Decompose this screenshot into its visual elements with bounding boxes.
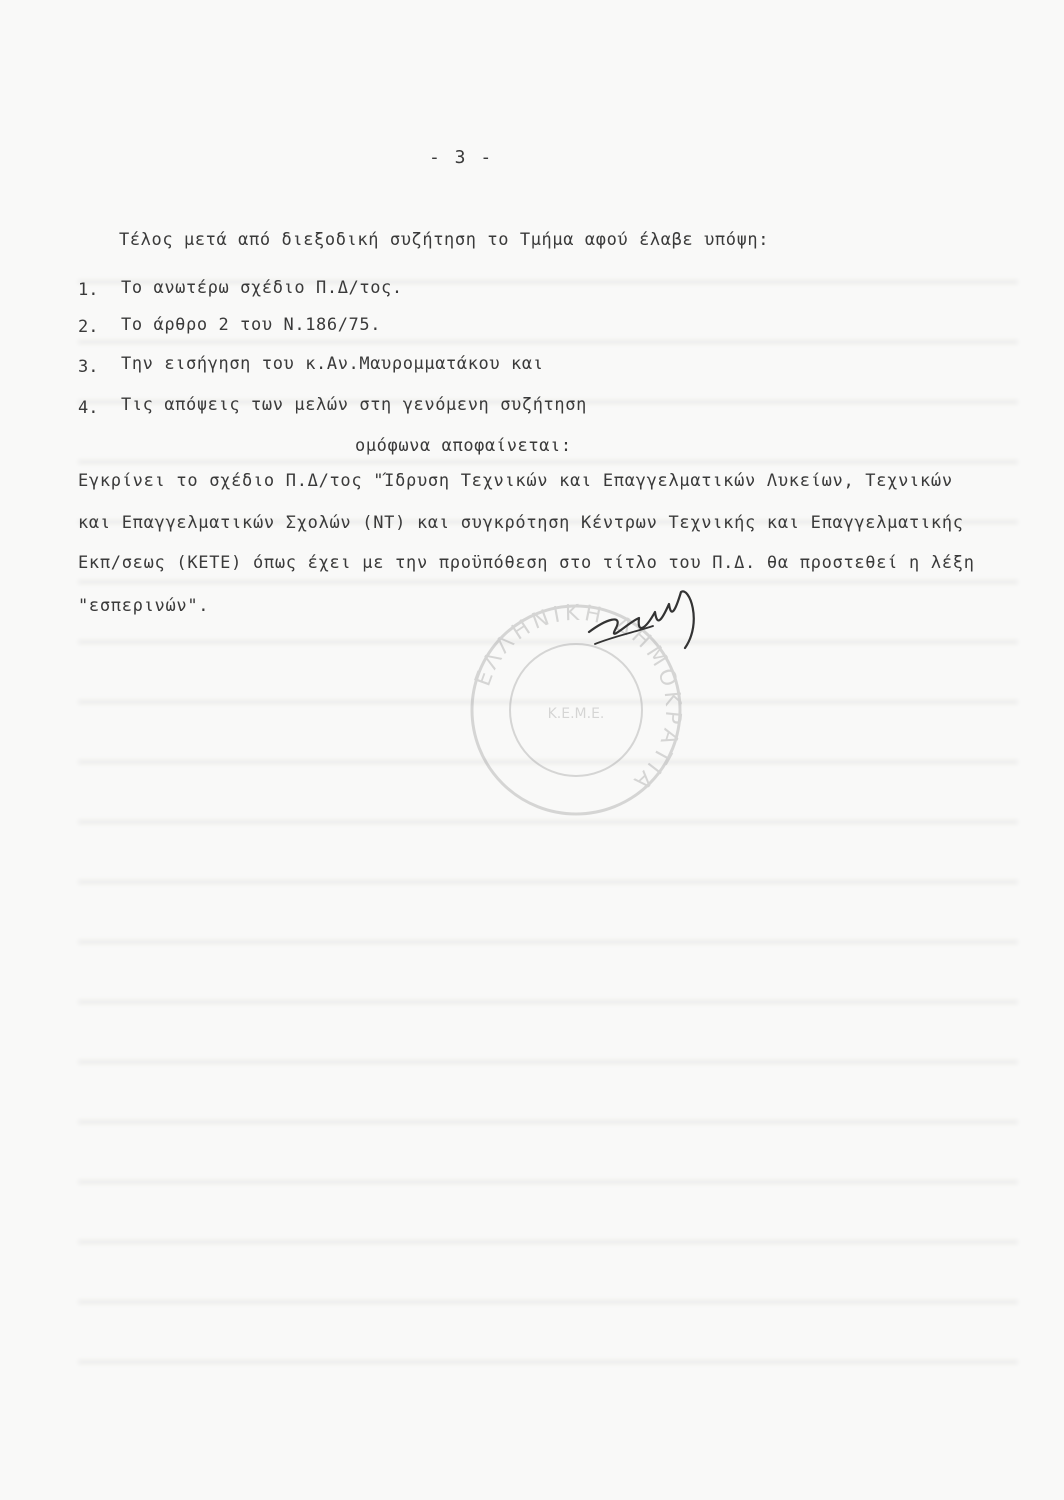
- decision-line: και Επαγγελματικών Σχολών (ΝΤ) και συγκρότηση Κέντρων Τεχνικής και Επαγγελματικής: [78, 513, 964, 533]
- intro-sentence: Τέλος μετά από διεξοδική συζήτηση το Τμήμα αφού έλαβε υπόψη:: [119, 230, 770, 250]
- page-number: - 3 -: [429, 147, 494, 168]
- item-text: Το άρθρο 2 του Ν.186/75.: [121, 315, 382, 335]
- item-number: 4.: [78, 398, 99, 418]
- resolution-heading: ομόφωνα αποφαίνεται:: [355, 436, 572, 456]
- item-text: Την εισήγηση του κ.Αν.Μαυρομματάκου και: [121, 354, 544, 374]
- stamp-inner-text: Κ.Ε.Μ.Ε.: [547, 706, 605, 722]
- item-text: Τις απόψεις των μελών στη γενόμενη συζήτηση: [121, 395, 587, 415]
- item-text: Το ανωτέρω σχέδιο Π.Δ/τος.: [121, 278, 403, 298]
- stamp-text: ΕΛΛΗΝΙΚΗ ΔΗΜΟΚΡΑΤΙΑ: [470, 600, 686, 797]
- decision-line: Εκπ/σεως (ΚΕΤΕ) όπως έχει με την προϋπόθεση στο τίτλο του Π.Δ. θα προστεθεί η λέξη: [78, 553, 975, 573]
- decision-line: Εγκρίνει το σχέδιο Π.Δ/τος "Ίδρυση Τεχνικών και Επαγγελματικών Λυκείων, Τεχνικών: [78, 471, 953, 491]
- item-number: 1.: [78, 280, 99, 300]
- decision-line: "εσπερινών".: [78, 596, 210, 616]
- item-number: 2.: [78, 317, 99, 337]
- item-number: 3.: [78, 357, 99, 377]
- handwritten-signature: [585, 582, 715, 662]
